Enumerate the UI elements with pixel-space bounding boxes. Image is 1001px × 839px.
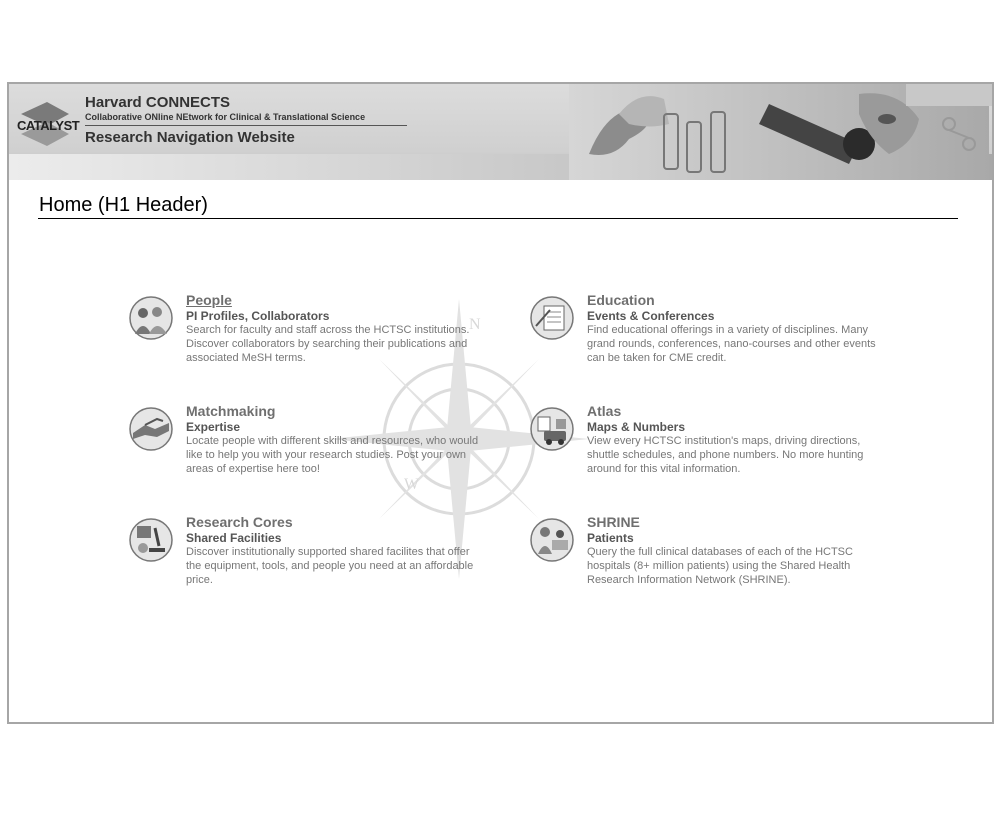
people-description: Search for faculty and staff across the HCTSC institutions. Discover collaborators by searching their publications and associated MeSH terms. bbox=[186, 324, 470, 364]
site-banner bbox=[9, 84, 992, 180]
shrine-description: Query the full clinical databases of each of the HCTSC hospitals (8+ million patients) using the Shared Health Research Information Network (SHRINE). bbox=[587, 546, 853, 586]
site-name: Research Navigation Website bbox=[85, 129, 295, 146]
atlas-subtitle: Maps & Numbers bbox=[587, 420, 686, 434]
education-icon bbox=[530, 296, 574, 340]
brand-title: Harvard CONNECTS bbox=[85, 94, 231, 111]
shrine-link[interactable]: SHRINE bbox=[587, 514, 640, 530]
education-link[interactable]: Education bbox=[587, 292, 655, 308]
page-title: Home (H1 Header) bbox=[39, 194, 208, 216]
research-cores-subtitle: Shared Facilities bbox=[186, 531, 282, 545]
matchmaking-link[interactable]: Matchmaking bbox=[186, 403, 276, 419]
microscope-icon bbox=[129, 518, 173, 562]
svg-text:W: W bbox=[404, 476, 420, 493]
education-description: Find educational offerings in a variety of disciplines. Many grand rounds, conferences, nano-courses and other events can be taken for CME credit. bbox=[587, 324, 876, 364]
atlas-description: View every HCTSC institution's maps, driving directions, shuttle schedules, and phone numbers. No more hunting around for this vital information. bbox=[587, 435, 864, 475]
people-link[interactable]: People bbox=[186, 292, 232, 308]
matchmaking-subtitle: Expertise bbox=[186, 420, 241, 434]
people-icon bbox=[129, 296, 173, 340]
education-subtitle: Events & Conferences bbox=[587, 309, 715, 323]
handshake-icon bbox=[129, 407, 173, 451]
catalyst-logo[interactable] bbox=[17, 96, 81, 152]
atlas-icon bbox=[530, 407, 574, 451]
logo-text: CATALYST bbox=[17, 118, 80, 133]
matchmaking-description: Locate people with different skills and resources, who would like to help you with your research studies. Post your own areas of expertise here too! bbox=[186, 435, 479, 475]
research-cores-description: Discover institutionally supported shared facilites that offer the equipment, tools, and people you need at an affordable price. bbox=[186, 546, 474, 586]
shrine-subtitle: Patients bbox=[587, 531, 634, 545]
page-title-rule bbox=[38, 218, 958, 219]
patients-icon bbox=[530, 518, 574, 562]
brand-divider bbox=[85, 125, 407, 126]
banner-corner-box bbox=[906, 84, 992, 106]
atlas-link[interactable]: Atlas bbox=[587, 403, 622, 419]
people-subtitle: PI Profiles, Collaborators bbox=[186, 309, 330, 323]
svg-text:N: N bbox=[469, 316, 481, 333]
research-cores-link[interactable]: Research Cores bbox=[186, 514, 293, 530]
brand-subtitle: Collaborative ONline NEtwork for Clinical & Translational Science bbox=[85, 112, 366, 122]
page-frame bbox=[7, 82, 994, 724]
